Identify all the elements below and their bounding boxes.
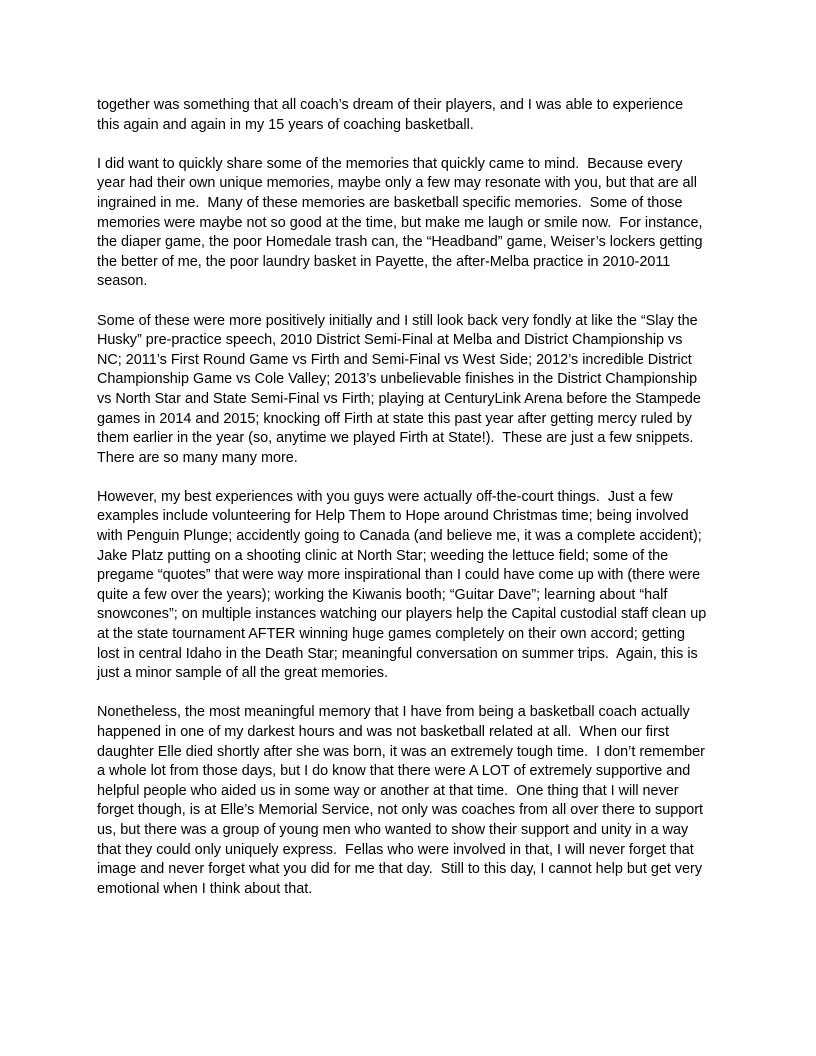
text-line: the better of me, the poor laundry basket in Payette, the after-Melba practice in 2010-2011 — [97, 253, 671, 270]
text-line: at the state tournament AFTER winning huge games completely on their own accord; getting — [97, 626, 685, 643]
text-line: helpful people who aided us in some way or another at that time. One thing that I will never — [97, 782, 679, 799]
text-line: them earlier in the year (so, anytime we played Firth at State!). These are just a few snippets. — [97, 430, 694, 447]
text-line: I did want to quickly share some of the memories that quickly came to mind. Because every — [97, 155, 683, 172]
text-line: Some of these were more positively initially and I still look back very fondly at like the “Slay the — [97, 312, 698, 329]
text-line: NC; 2011’s First Round Game vs Firth and Semi-Final vs West Side; 2012’s incredible District — [97, 351, 692, 368]
text-line: together was something that all coach’s dream of their players, and I was able to experience — [97, 97, 684, 113]
text-line: Nonetheless, the most meaningful memory that I have from being a basketball coach actually — [97, 704, 690, 721]
paragraph — [97, 703, 721, 899]
text-line: that they could only uniquely express. Fellas who were involved in that, I will never forget that — [97, 841, 694, 858]
text-line: image and never forget what you did for me that day. Still to this day, I cannot help but get very — [97, 861, 703, 878]
text-line: a whole lot from those days, but I do know that there were A LOT of extremely supportive and — [97, 763, 691, 780]
text-line: games in 2014 and 2015; knocking off Firth at state this past year after getting mercy ruled by — [97, 410, 692, 427]
text-line: daughter Elle died shortly after she was born, it was an extremely tough time. I don’t remember — [97, 743, 705, 760]
text-line: this again and again in my 15 years of coaching basketball. — [97, 116, 474, 133]
paragraph — [97, 155, 721, 292]
text-line: lost in central Idaho in the Death Star; meaningful conversation on summer trips. Again, this is — [97, 645, 698, 662]
document-body — [97, 96, 721, 919]
paragraph — [97, 96, 721, 135]
text-line: However, my best experiences with you guys were actually off-the-court things. Just a few — [97, 488, 673, 505]
paragraph — [97, 312, 721, 469]
text-line: emotional when I think about that. — [97, 880, 313, 897]
text-line: season. — [97, 273, 148, 290]
text-line: vs North Star and State Semi-Final vs Firth; playing at CenturyLink Arena before the Stampede — [97, 390, 701, 407]
text-line: year had their own unique memories, maybe only a few may resonate with you, but that are all — [97, 175, 697, 192]
text-line: There are so many many more. — [97, 449, 298, 466]
text-line: us, but there was a group of young men who wanted to show their support and unity in a way — [97, 821, 689, 838]
text-line: memories were maybe not so good at the time, but make me laugh or smile now. For instance, — [97, 214, 703, 231]
text-line: pregame “quotes” that were way more inspirational than I could have come up with (there were — [97, 567, 701, 584]
text-line: just a minor sample of all the great memories. — [97, 665, 389, 682]
text-line: snowcones”; on multiple instances watching our players help the Capital custodial staff clean up — [97, 606, 707, 623]
text-line: forget though, is at Elle’s Memorial Service, not only was coaches from all over there to support — [97, 802, 704, 819]
text-line: quite a few over the years); working the Kiwanis booth; “Guitar Dave”; learning about “half — [97, 586, 668, 603]
text-line: happened in one of my darkest hours and was not basketball related at all. When our first — [97, 724, 669, 740]
text-line: Championship Game vs Cole Valley; 2013’s unbelievable finishes in the District Championship — [97, 371, 698, 388]
text-line: examples include volunteering for Help Them to Hope around Christmas time; being involved — [97, 508, 689, 525]
text-line: Husky” pre-practice speech, 2010 District Semi-Final at Melba and District Championship vs — [97, 332, 683, 349]
text-line: the diaper game, the poor Homedale trash can, the “Headband” game, Weiser’s lockers getting — [97, 234, 703, 251]
text-line: Jake Platz putting on a shooting clinic at North Star; weeding the lettuce field; some of the — [97, 547, 669, 564]
text-line: with Penguin Plunge; accidently going to Canada (and believe me, it was a complete accident); — [97, 528, 702, 545]
paragraph — [97, 488, 721, 684]
text-line: ingrained in me. Many of these memories are basketball specific memories. Some of those — [97, 194, 683, 211]
